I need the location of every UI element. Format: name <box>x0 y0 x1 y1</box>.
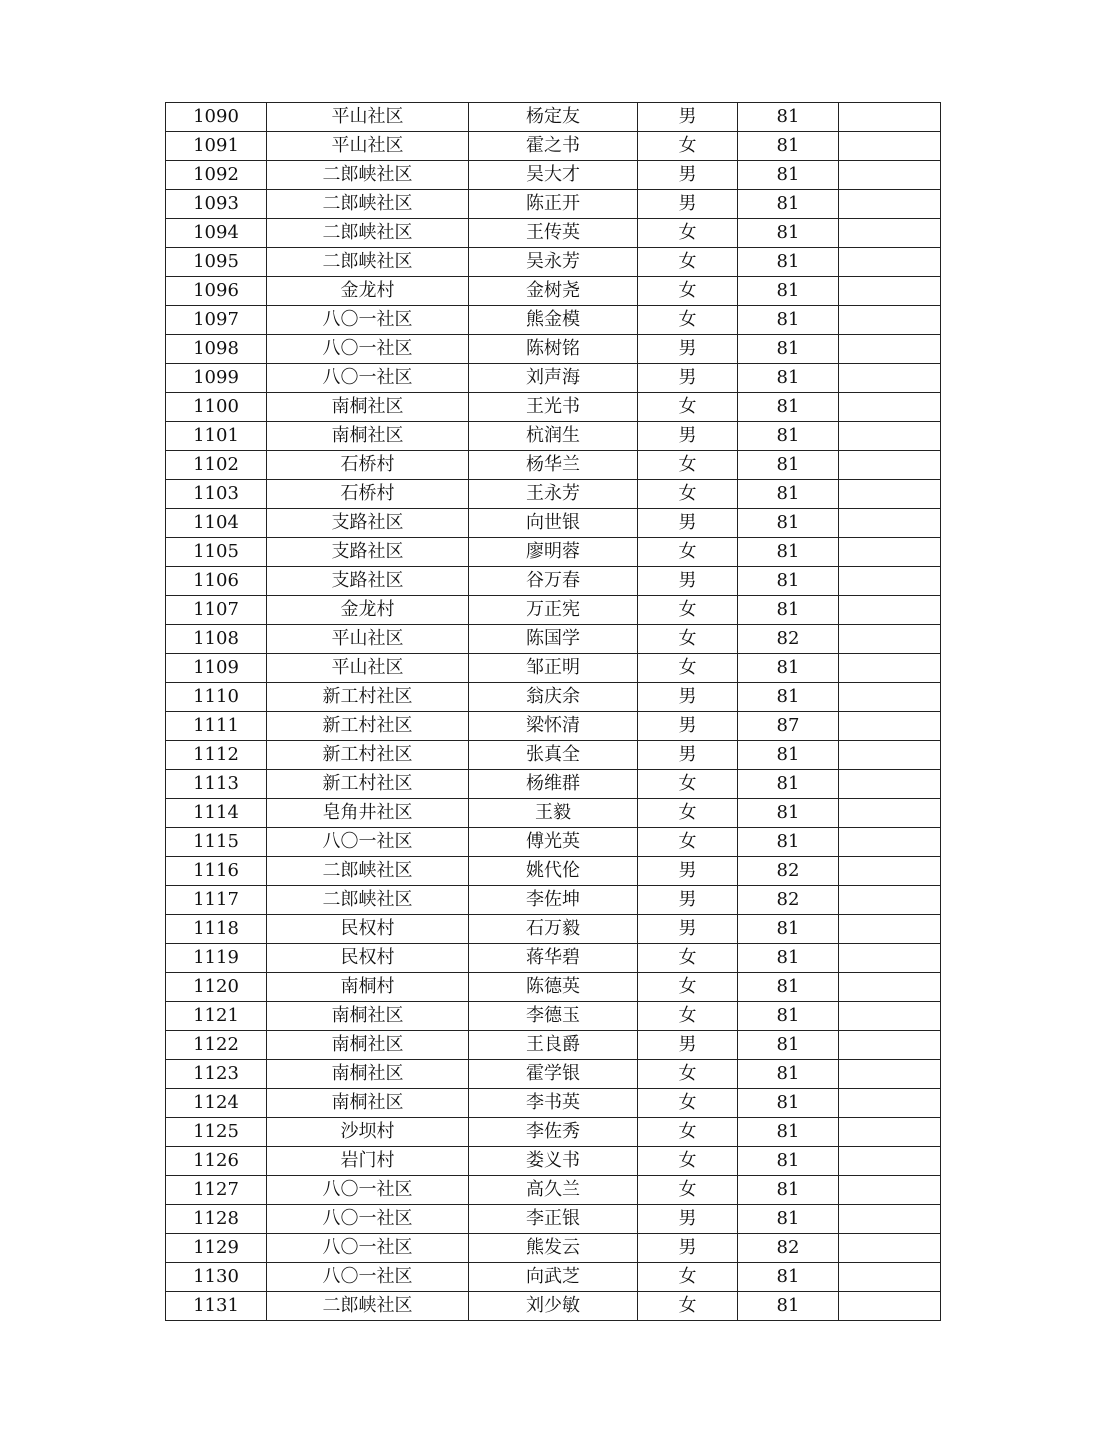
cell-remark <box>839 1060 941 1089</box>
cell-serial-number: 1109 <box>166 654 267 683</box>
cell-remark <box>839 451 941 480</box>
cell-community: 八〇一社区 <box>267 1234 469 1263</box>
cell-serial-number: 1122 <box>166 1031 267 1060</box>
cell-community: 八〇一社区 <box>267 1205 469 1234</box>
cell-serial-number: 1130 <box>166 1263 267 1292</box>
cell-remark <box>839 190 941 219</box>
cell-age: 81 <box>738 219 839 248</box>
cell-remark <box>839 509 941 538</box>
cell-person-name: 廖明蓉 <box>469 538 638 567</box>
table-row <box>166 625 941 654</box>
cell-gender: 女 <box>638 654 738 683</box>
cell-remark <box>839 277 941 306</box>
cell-age: 81 <box>738 1060 839 1089</box>
cell-gender: 女 <box>638 1292 738 1321</box>
cell-remark <box>839 1234 941 1263</box>
cell-community: 新工村社区 <box>267 712 469 741</box>
table-row <box>166 683 941 712</box>
cell-remark <box>839 422 941 451</box>
table-row <box>166 944 941 973</box>
cell-serial-number: 1102 <box>166 451 267 480</box>
table-row <box>166 596 941 625</box>
cell-remark <box>839 364 941 393</box>
table-row <box>166 1234 941 1263</box>
cell-community: 新工村社区 <box>267 770 469 799</box>
cell-remark <box>839 132 941 161</box>
cell-remark <box>839 915 941 944</box>
cell-remark <box>839 828 941 857</box>
cell-serial-number: 1131 <box>166 1292 267 1321</box>
cell-person-name: 蒋华碧 <box>469 944 638 973</box>
cell-person-name: 姚代伦 <box>469 857 638 886</box>
table-row <box>166 799 941 828</box>
cell-person-name: 吴永芳 <box>469 248 638 277</box>
cell-remark <box>839 219 941 248</box>
cell-serial-number: 1111 <box>166 712 267 741</box>
cell-community: 平山社区 <box>267 103 469 132</box>
cell-age: 81 <box>738 770 839 799</box>
cell-gender: 女 <box>638 828 738 857</box>
cell-community: 金龙村 <box>267 596 469 625</box>
cell-age: 81 <box>738 364 839 393</box>
cell-person-name: 向世银 <box>469 509 638 538</box>
cell-community: 二郎峡社区 <box>267 161 469 190</box>
cell-remark <box>839 161 941 190</box>
cell-person-name: 陈国学 <box>469 625 638 654</box>
cell-remark <box>839 712 941 741</box>
cell-age: 81 <box>738 103 839 132</box>
table-row <box>166 1263 941 1292</box>
cell-gender: 男 <box>638 712 738 741</box>
cell-person-name: 刘少敏 <box>469 1292 638 1321</box>
cell-community: 南桐社区 <box>267 422 469 451</box>
cell-serial-number: 1110 <box>166 683 267 712</box>
cell-serial-number: 1116 <box>166 857 267 886</box>
cell-age: 81 <box>738 683 839 712</box>
table-row <box>166 886 941 915</box>
cell-person-name: 李书英 <box>469 1089 638 1118</box>
cell-gender: 男 <box>638 1031 738 1060</box>
cell-community: 金龙村 <box>267 277 469 306</box>
cell-person-name: 李正银 <box>469 1205 638 1234</box>
cell-remark <box>839 799 941 828</box>
cell-person-name: 李德玉 <box>469 1002 638 1031</box>
cell-gender: 男 <box>638 857 738 886</box>
cell-gender: 女 <box>638 1089 738 1118</box>
cell-serial-number: 1107 <box>166 596 267 625</box>
cell-age: 81 <box>738 1089 839 1118</box>
cell-gender: 女 <box>638 132 738 161</box>
cell-serial-number: 1119 <box>166 944 267 973</box>
cell-gender: 女 <box>638 393 738 422</box>
cell-remark <box>839 1263 941 1292</box>
cell-community: 新工村社区 <box>267 741 469 770</box>
cell-person-name: 王永芳 <box>469 480 638 509</box>
cell-serial-number: 1094 <box>166 219 267 248</box>
cell-community: 二郎峡社区 <box>267 190 469 219</box>
table-row <box>166 1205 941 1234</box>
cell-serial-number: 1106 <box>166 567 267 596</box>
cell-serial-number: 1098 <box>166 335 267 364</box>
cell-remark <box>839 625 941 654</box>
cell-gender: 女 <box>638 1176 738 1205</box>
cell-serial-number: 1103 <box>166 480 267 509</box>
roster-table-body <box>166 103 941 1321</box>
cell-gender: 男 <box>638 741 738 770</box>
cell-serial-number: 1127 <box>166 1176 267 1205</box>
cell-gender: 男 <box>638 509 738 538</box>
cell-serial-number: 1093 <box>166 190 267 219</box>
cell-community: 支路社区 <box>267 509 469 538</box>
cell-community: 二郎峡社区 <box>267 857 469 886</box>
cell-person-name: 万正宪 <box>469 596 638 625</box>
cell-serial-number: 1108 <box>166 625 267 654</box>
cell-gender: 女 <box>638 799 738 828</box>
cell-serial-number: 1120 <box>166 973 267 1002</box>
cell-gender: 男 <box>638 190 738 219</box>
cell-person-name: 谷万春 <box>469 567 638 596</box>
cell-person-name: 杭润生 <box>469 422 638 451</box>
table-row <box>166 277 941 306</box>
cell-gender: 女 <box>638 248 738 277</box>
cell-community: 二郎峡社区 <box>267 886 469 915</box>
cell-community: 二郎峡社区 <box>267 219 469 248</box>
cell-remark <box>839 567 941 596</box>
cell-remark <box>839 1292 941 1321</box>
cell-community: 二郎峡社区 <box>267 248 469 277</box>
cell-remark <box>839 1176 941 1205</box>
cell-person-name: 翁庆余 <box>469 683 638 712</box>
cell-age: 81 <box>738 1002 839 1031</box>
cell-community: 皂角井社区 <box>267 799 469 828</box>
table-row <box>166 451 941 480</box>
cell-community: 八〇一社区 <box>267 828 469 857</box>
cell-person-name: 霍之书 <box>469 132 638 161</box>
cell-gender: 女 <box>638 1060 738 1089</box>
cell-remark <box>839 973 941 1002</box>
cell-remark <box>839 306 941 335</box>
table-row <box>166 480 941 509</box>
table-row <box>166 567 941 596</box>
cell-age: 81 <box>738 1205 839 1234</box>
cell-serial-number: 1100 <box>166 393 267 422</box>
cell-remark <box>839 741 941 770</box>
table-row <box>166 393 941 422</box>
cell-gender: 男 <box>638 567 738 596</box>
cell-serial-number: 1101 <box>166 422 267 451</box>
table-row <box>166 1292 941 1321</box>
cell-community: 南桐村 <box>267 973 469 1002</box>
cell-gender: 女 <box>638 306 738 335</box>
cell-person-name: 陈德英 <box>469 973 638 1002</box>
cell-age: 81 <box>738 741 839 770</box>
cell-age: 82 <box>738 625 839 654</box>
cell-age: 81 <box>738 944 839 973</box>
table-row <box>166 422 941 451</box>
cell-serial-number: 1115 <box>166 828 267 857</box>
cell-community: 八〇一社区 <box>267 1263 469 1292</box>
cell-person-name: 李佐坤 <box>469 886 638 915</box>
cell-gender: 女 <box>638 277 738 306</box>
cell-gender: 女 <box>638 219 738 248</box>
table-row <box>166 248 941 277</box>
cell-remark <box>839 944 941 973</box>
cell-remark <box>839 538 941 567</box>
cell-person-name: 王传英 <box>469 219 638 248</box>
cell-age: 81 <box>738 596 839 625</box>
cell-person-name: 邹正明 <box>469 654 638 683</box>
cell-community: 南桐社区 <box>267 1002 469 1031</box>
cell-age: 87 <box>738 712 839 741</box>
cell-person-name: 霍学银 <box>469 1060 638 1089</box>
cell-remark <box>839 103 941 132</box>
cell-age: 81 <box>738 451 839 480</box>
cell-age: 81 <box>738 1176 839 1205</box>
cell-person-name: 杨维群 <box>469 770 638 799</box>
cell-age: 81 <box>738 799 839 828</box>
cell-serial-number: 1097 <box>166 306 267 335</box>
cell-remark <box>839 770 941 799</box>
cell-person-name: 向武芝 <box>469 1263 638 1292</box>
table-row <box>166 1002 941 1031</box>
cell-gender: 女 <box>638 770 738 799</box>
table-row <box>166 190 941 219</box>
cell-community: 支路社区 <box>267 567 469 596</box>
cell-gender: 女 <box>638 596 738 625</box>
cell-gender: 女 <box>638 451 738 480</box>
cell-age: 81 <box>738 1031 839 1060</box>
cell-age: 81 <box>738 161 839 190</box>
cell-gender: 女 <box>638 480 738 509</box>
cell-serial-number: 1126 <box>166 1147 267 1176</box>
cell-remark <box>839 1205 941 1234</box>
cell-gender: 女 <box>638 1002 738 1031</box>
cell-remark <box>839 683 941 712</box>
cell-age: 81 <box>738 509 839 538</box>
table-row <box>166 509 941 538</box>
table-row <box>166 219 941 248</box>
cell-serial-number: 1114 <box>166 799 267 828</box>
cell-age: 82 <box>738 1234 839 1263</box>
cell-age: 81 <box>738 915 839 944</box>
table-row <box>166 103 941 132</box>
roster-table <box>165 102 941 1321</box>
cell-gender: 女 <box>638 1147 738 1176</box>
cell-community: 二郎峡社区 <box>267 1292 469 1321</box>
cell-person-name: 傅光英 <box>469 828 638 857</box>
cell-gender: 男 <box>638 422 738 451</box>
table-row <box>166 538 941 567</box>
cell-person-name: 杨华兰 <box>469 451 638 480</box>
cell-gender: 男 <box>638 103 738 132</box>
cell-person-name: 石万毅 <box>469 915 638 944</box>
cell-age: 81 <box>738 393 839 422</box>
table-row <box>166 364 941 393</box>
cell-community: 八〇一社区 <box>267 335 469 364</box>
cell-age: 81 <box>738 567 839 596</box>
table-row <box>166 1118 941 1147</box>
cell-serial-number: 1128 <box>166 1205 267 1234</box>
cell-age: 81 <box>738 1118 839 1147</box>
cell-gender: 男 <box>638 683 738 712</box>
cell-serial-number: 1095 <box>166 248 267 277</box>
table-row <box>166 654 941 683</box>
cell-person-name: 高久兰 <box>469 1176 638 1205</box>
cell-serial-number: 1112 <box>166 741 267 770</box>
cell-age: 81 <box>738 1292 839 1321</box>
cell-person-name: 刘声海 <box>469 364 638 393</box>
cell-serial-number: 1091 <box>166 132 267 161</box>
cell-gender: 男 <box>638 364 738 393</box>
cell-age: 81 <box>738 1263 839 1292</box>
cell-community: 平山社区 <box>267 625 469 654</box>
cell-age: 81 <box>738 538 839 567</box>
cell-remark <box>839 654 941 683</box>
cell-person-name: 王毅 <box>469 799 638 828</box>
cell-serial-number: 1121 <box>166 1002 267 1031</box>
cell-person-name: 陈正开 <box>469 190 638 219</box>
cell-remark <box>839 1089 941 1118</box>
cell-remark <box>839 480 941 509</box>
table-row <box>166 335 941 364</box>
cell-community: 南桐社区 <box>267 1060 469 1089</box>
cell-community: 石桥村 <box>267 451 469 480</box>
cell-age: 81 <box>738 973 839 1002</box>
cell-remark <box>839 857 941 886</box>
table-row <box>166 973 941 1002</box>
cell-person-name: 熊发云 <box>469 1234 638 1263</box>
cell-person-name: 熊金模 <box>469 306 638 335</box>
cell-gender: 男 <box>638 161 738 190</box>
cell-remark <box>839 596 941 625</box>
cell-serial-number: 1096 <box>166 277 267 306</box>
cell-gender: 男 <box>638 1234 738 1263</box>
cell-remark <box>839 1031 941 1060</box>
cell-gender: 男 <box>638 915 738 944</box>
cell-age: 81 <box>738 248 839 277</box>
table-row <box>166 712 941 741</box>
table-row <box>166 306 941 335</box>
cell-community: 岩门村 <box>267 1147 469 1176</box>
cell-gender: 男 <box>638 1205 738 1234</box>
table-row <box>166 161 941 190</box>
cell-community: 民权村 <box>267 915 469 944</box>
cell-remark <box>839 1147 941 1176</box>
cell-serial-number: 1129 <box>166 1234 267 1263</box>
cell-community: 支路社区 <box>267 538 469 567</box>
cell-serial-number: 1117 <box>166 886 267 915</box>
cell-serial-number: 1090 <box>166 103 267 132</box>
cell-person-name: 张真全 <box>469 741 638 770</box>
cell-age: 81 <box>738 132 839 161</box>
cell-gender: 女 <box>638 944 738 973</box>
cell-remark <box>839 1002 941 1031</box>
table-row <box>166 828 941 857</box>
cell-community: 南桐社区 <box>267 393 469 422</box>
cell-age: 81 <box>738 422 839 451</box>
cell-community: 南桐社区 <box>267 1089 469 1118</box>
cell-gender: 女 <box>638 973 738 1002</box>
table-row <box>166 1089 941 1118</box>
cell-serial-number: 1099 <box>166 364 267 393</box>
cell-person-name: 金树尧 <box>469 277 638 306</box>
cell-age: 82 <box>738 886 839 915</box>
cell-serial-number: 1113 <box>166 770 267 799</box>
cell-person-name: 王光书 <box>469 393 638 422</box>
table-row <box>166 132 941 161</box>
cell-community: 平山社区 <box>267 132 469 161</box>
cell-age: 81 <box>738 480 839 509</box>
cell-serial-number: 1118 <box>166 915 267 944</box>
cell-remark <box>839 335 941 364</box>
table-row <box>166 741 941 770</box>
cell-person-name: 李佐秀 <box>469 1118 638 1147</box>
cell-community: 南桐社区 <box>267 1031 469 1060</box>
cell-age: 82 <box>738 857 839 886</box>
cell-person-name: 吴大才 <box>469 161 638 190</box>
table-row <box>166 1176 941 1205</box>
cell-gender: 女 <box>638 1263 738 1292</box>
cell-serial-number: 1105 <box>166 538 267 567</box>
table-row <box>166 857 941 886</box>
cell-remark <box>839 393 941 422</box>
cell-community: 沙坝村 <box>267 1118 469 1147</box>
table-row <box>166 915 941 944</box>
cell-serial-number: 1125 <box>166 1118 267 1147</box>
cell-community: 八〇一社区 <box>267 1176 469 1205</box>
cell-gender: 男 <box>638 886 738 915</box>
cell-gender: 女 <box>638 625 738 654</box>
cell-age: 81 <box>738 828 839 857</box>
cell-serial-number: 1092 <box>166 161 267 190</box>
cell-remark <box>839 1118 941 1147</box>
cell-age: 81 <box>738 335 839 364</box>
cell-community: 平山社区 <box>267 654 469 683</box>
cell-community: 八〇一社区 <box>267 306 469 335</box>
table-row <box>166 1031 941 1060</box>
cell-age: 81 <box>738 190 839 219</box>
table-row <box>166 1060 941 1089</box>
cell-age: 81 <box>738 654 839 683</box>
cell-community: 民权村 <box>267 944 469 973</box>
cell-gender: 女 <box>638 538 738 567</box>
cell-person-name: 陈树铭 <box>469 335 638 364</box>
cell-remark <box>839 886 941 915</box>
table-row <box>166 770 941 799</box>
cell-person-name: 王良爵 <box>469 1031 638 1060</box>
cell-gender: 男 <box>638 335 738 364</box>
cell-gender: 女 <box>638 1118 738 1147</box>
cell-serial-number: 1123 <box>166 1060 267 1089</box>
cell-age: 81 <box>738 1147 839 1176</box>
cell-serial-number: 1104 <box>166 509 267 538</box>
cell-person-name: 杨定友 <box>469 103 638 132</box>
cell-community: 石桥村 <box>267 480 469 509</box>
cell-person-name: 娄义书 <box>469 1147 638 1176</box>
cell-community: 新工村社区 <box>267 683 469 712</box>
cell-person-name: 梁怀清 <box>469 712 638 741</box>
cell-serial-number: 1124 <box>166 1089 267 1118</box>
cell-age: 81 <box>738 277 839 306</box>
table-row <box>166 1147 941 1176</box>
cell-remark <box>839 248 941 277</box>
cell-age: 81 <box>738 306 839 335</box>
cell-community: 八〇一社区 <box>267 364 469 393</box>
